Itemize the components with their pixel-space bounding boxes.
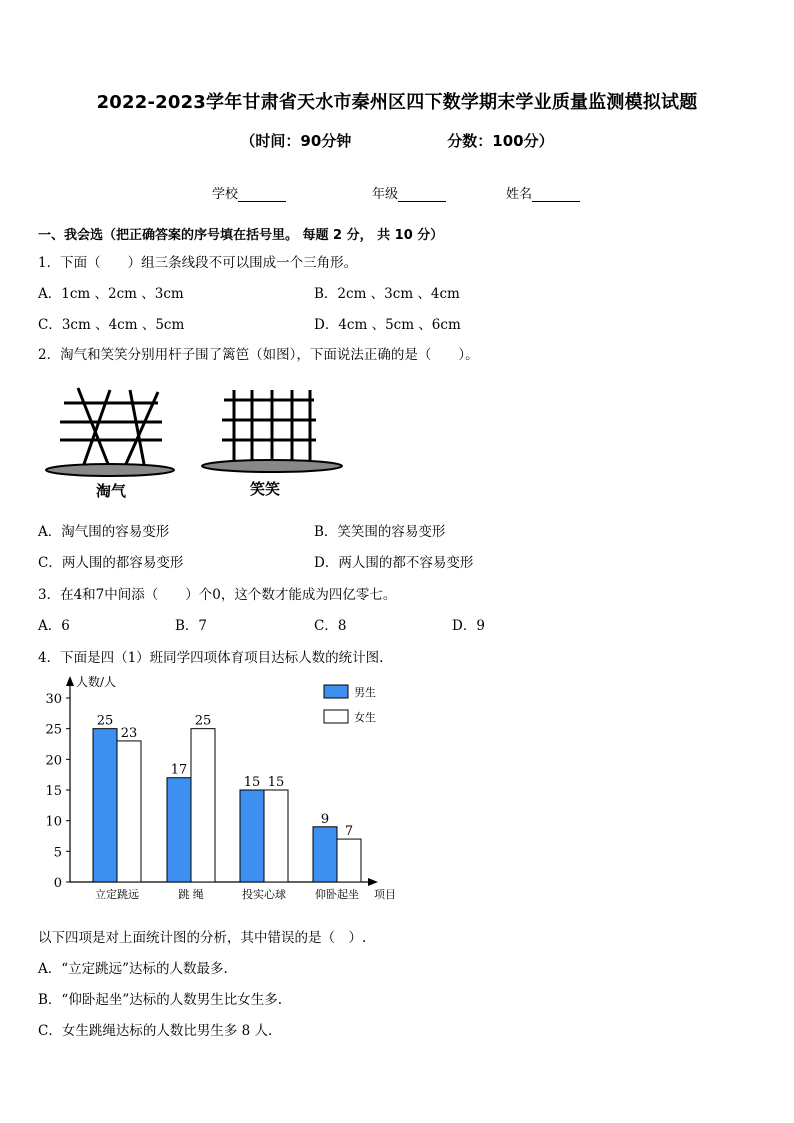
- y-tick-label: 25: [45, 722, 62, 738]
- bar: [337, 839, 361, 882]
- q1-option-c[interactable]: C．3cm 、4cm 、5cm: [38, 317, 185, 333]
- school-label: 学校: [212, 187, 239, 202]
- xiaoxiao-label: 笑笑: [250, 480, 281, 498]
- y-axis-arrow: [66, 676, 74, 686]
- q2-option-b[interactable]: B．笑笑围的容易变形: [314, 524, 446, 540]
- legend-swatch: [324, 710, 348, 723]
- legend-label: 女生: [354, 711, 376, 724]
- q3-option-d[interactable]: D．9: [452, 618, 485, 634]
- q4-option-c[interactable]: C．女生跳绳达标的人数比男生多 8 人.: [38, 1023, 273, 1039]
- data-label: 7: [344, 824, 354, 840]
- data-label: 17: [170, 762, 188, 778]
- grade-blank[interactable]: [398, 189, 446, 202]
- exam-meta: [0, 130, 794, 151]
- category-label: 跳 绳: [178, 888, 204, 901]
- taoqi-fence: [60, 388, 162, 464]
- name-label: 姓名: [506, 187, 533, 202]
- q1-option-a[interactable]: A．1cm 、2cm 、3cm: [38, 286, 184, 302]
- y-tick-label: 5: [53, 845, 62, 861]
- q3-option-a[interactable]: A．6: [38, 618, 70, 634]
- category-label: 立定跳远: [95, 888, 139, 901]
- x-axis-arrow: [368, 878, 378, 886]
- page-title: 2022-2023学年甘肃省天水市秦州区四下数学期末学业质量监测模拟试题: [96, 92, 698, 113]
- q3-option-c[interactable]: C．8: [314, 618, 347, 634]
- xiaoxiao-fence: [222, 390, 316, 464]
- q2-option-d[interactable]: D．两人围的都不容易变形: [314, 555, 474, 571]
- question-2-stem: 2．淘气和笑笑分别用杆子围了篱笆（如图），下面说法正确的是（ ）。: [38, 347, 479, 363]
- grade-field[interactable]: [372, 183, 446, 202]
- bar: [264, 790, 288, 882]
- category-label: 投实心球: [242, 888, 286, 901]
- legend-label: 男生: [354, 686, 376, 699]
- data-label: 23: [120, 725, 138, 741]
- score-label: 分数：100分）: [447, 132, 554, 150]
- section-heading: 一、我会选（把正确答案的序号填在括号里。 每题 2 分， 共 10 分）: [38, 228, 444, 243]
- question-1-stem: 1．下面（ ）组三条线段不可以围成一个三角形。: [38, 255, 358, 271]
- data-label: 15: [243, 775, 261, 790]
- taoqi-label: 淘气: [96, 482, 127, 500]
- xiaoxiao-ground: [202, 460, 342, 472]
- q3-option-b[interactable]: B．7: [175, 618, 208, 634]
- taoqi-ground: [46, 464, 174, 476]
- q4-option-b[interactable]: B．“仰卧起坐”达标的人数男生比女生多.: [38, 992, 283, 1008]
- grade-label: 年级: [372, 187, 399, 202]
- bar: [191, 729, 215, 882]
- legend-swatch: [324, 685, 348, 698]
- bar: [93, 729, 117, 882]
- y-axis-label: 人数/人: [76, 675, 117, 689]
- y-tick-label: 30: [45, 692, 62, 707]
- question-4-prompt: 以下四项是对上面统计图的分析，其中错误的是（ ）.: [38, 930, 367, 946]
- y-tick-label: 15: [45, 784, 62, 799]
- y-tick-label: 20: [45, 753, 62, 769]
- y-tick-label: 10: [45, 814, 62, 830]
- q2-option-a[interactable]: A．淘气围的容易变形: [38, 524, 170, 540]
- bar: [240, 790, 264, 882]
- question-4-stem: 4．下面是四（1）班同学四项体育项目达标人数的统计图.: [38, 650, 384, 666]
- question-3-stem: 3．在4和7中间添（ ）个0，这个数才能成为四亿零七。: [38, 587, 397, 603]
- name-blank[interactable]: [532, 189, 580, 202]
- bar: [313, 827, 337, 882]
- name-field[interactable]: [506, 183, 580, 202]
- bar-chart: [36, 668, 416, 908]
- data-label: 9: [320, 811, 330, 827]
- data-label: 25: [194, 713, 212, 729]
- x-axis-label: 项目: [374, 888, 396, 901]
- bar: [117, 741, 141, 882]
- bar: [167, 778, 191, 882]
- data-label: 25: [96, 713, 114, 729]
- time-label: （时间：90分钟: [240, 132, 352, 150]
- q1-option-b[interactable]: B．2cm 、3cm 、4cm: [314, 286, 460, 302]
- category-label: 仰卧起坐: [315, 888, 359, 901]
- q4-option-a[interactable]: A．“立定跳远”达标的人数最多.: [38, 961, 228, 977]
- y-tick-label: 0: [53, 876, 62, 891]
- data-label: 15: [267, 775, 285, 790]
- school-blank[interactable]: [238, 189, 286, 202]
- q1-option-d[interactable]: D．4cm 、5cm 、6cm: [314, 317, 461, 333]
- q2-option-c[interactable]: C．两人围的都容易变形: [38, 555, 184, 571]
- fence-figure: [38, 382, 358, 506]
- school-field[interactable]: [212, 183, 286, 202]
